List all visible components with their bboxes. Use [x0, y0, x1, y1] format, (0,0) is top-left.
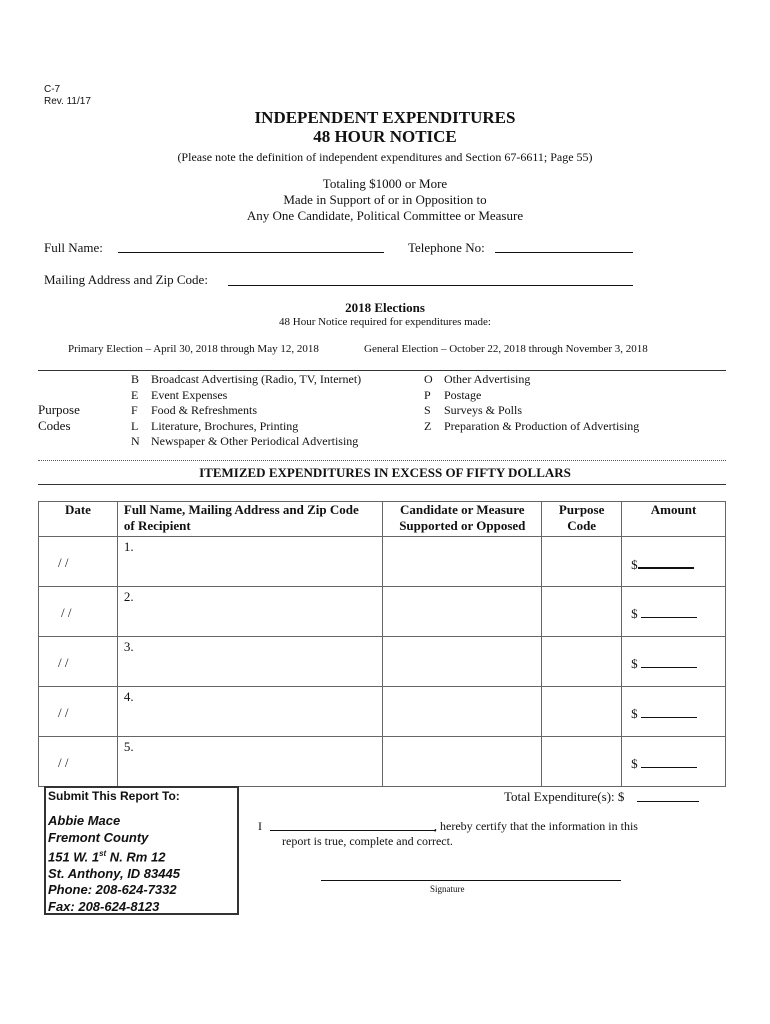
clerk-address: [48, 813, 180, 915]
table-row: [39, 687, 726, 737]
purpose-cell[interactable]: [542, 687, 622, 737]
certify-text: , hereby certify that the information in this: [434, 819, 638, 833]
date-cell[interactable]: [39, 637, 118, 687]
telephone-label: Telephone No:: [408, 240, 485, 255]
clerk-street: 151 W. 1st N. Rm 12: [48, 849, 166, 865]
date-cell[interactable]: [39, 737, 118, 787]
col-amount: Amount: [622, 502, 726, 537]
code-desc: Event Expenses: [151, 387, 228, 402]
code-letter: E: [131, 387, 139, 402]
col-purpose-line1: Purpose: [558, 502, 605, 517]
amount-blank: [641, 605, 697, 618]
certify-i: I: [258, 819, 262, 833]
itemized-expenditures-table: [38, 501, 726, 787]
purpose-cell[interactable]: [542, 637, 622, 687]
row-number: 1.: [123, 539, 134, 554]
candidate-cell[interactable]: [383, 637, 542, 687]
criteria-line-2: Made in Support of or in Opposition to: [283, 192, 487, 207]
amount-blank: [641, 755, 697, 768]
purpose-label-line1: Purpose: [38, 402, 80, 417]
certify-text-2: report is true, complete and correct.: [282, 834, 453, 848]
date-placeholder: / /: [58, 555, 69, 570]
currency-symbol: $: [631, 706, 638, 721]
amount-blank: [641, 655, 697, 668]
signature-field[interactable]: [321, 868, 621, 881]
recipient-cell[interactable]: [117, 737, 383, 787]
code-desc: Postage: [444, 387, 482, 402]
mailing-address-label: Mailing Address and Zip Code:: [44, 272, 208, 287]
col-purpose-line2: Code: [567, 518, 597, 533]
clerk-city: St. Anthony, ID 83445: [48, 865, 180, 881]
code-item: [131, 388, 361, 404]
form-identifier: [44, 84, 91, 108]
elections-heading: 2018 Elections: [345, 300, 425, 315]
currency-symbol: $: [631, 606, 638, 621]
code-desc: Other Advertising: [444, 372, 531, 386]
recipient-cell[interactable]: [117, 637, 383, 687]
recipient-cell[interactable]: [117, 687, 383, 737]
amount-cell[interactable]: [622, 637, 726, 687]
code-item: [424, 372, 639, 388]
col-date: Date: [39, 502, 118, 537]
form-title: INDEPENDENT EXPENDITURES: [254, 108, 516, 127]
row-number: 4.: [123, 689, 134, 704]
purpose-codes-right-list: [424, 372, 639, 434]
clerk-county: Fremont County: [48, 829, 149, 845]
recipient-cell[interactable]: [117, 537, 383, 587]
date-placeholder: / /: [58, 705, 69, 720]
divider-middle: [38, 460, 726, 461]
code-item: [131, 419, 361, 435]
candidate-cell[interactable]: [383, 687, 542, 737]
code-letter: Z: [424, 418, 432, 433]
criteria-line-3: Any One Candidate, Political Committee or Measure: [246, 208, 524, 223]
code-letter: F: [131, 403, 138, 417]
clerk-phone: Phone: 208-624-7332: [48, 882, 177, 898]
date-placeholder: / /: [58, 655, 69, 670]
code-item: [131, 434, 361, 450]
amount-cell[interactable]: [622, 687, 726, 737]
row-number: 3.: [123, 639, 134, 654]
col-recipient-line1: Full Name, Mailing Address and Zip Code: [123, 502, 359, 517]
total-expenditures-field[interactable]: [637, 788, 699, 802]
table-row: [39, 737, 726, 787]
currency-symbol: $: [631, 756, 638, 771]
code-item: [424, 388, 639, 404]
criteria-line-1: Totaling $1000 or More: [322, 176, 448, 191]
purpose-codes-left-list: [131, 372, 361, 450]
full-name-label: Full Name:: [44, 240, 103, 255]
recipient-cell[interactable]: [117, 587, 383, 637]
itemized-heading: ITEMIZED EXPENDITURES IN EXCESS OF FIFTY DOLLARS: [199, 465, 571, 480]
amount-blank: [641, 705, 697, 718]
date-cell[interactable]: [39, 687, 118, 737]
table-row: [39, 587, 726, 637]
amount-cell[interactable]: [622, 537, 726, 587]
submit-report-box: [44, 786, 239, 915]
code-letter: L: [131, 418, 139, 433]
amount-cell[interactable]: [622, 737, 726, 787]
date-cell[interactable]: [39, 587, 118, 637]
code-item: [424, 403, 639, 419]
amount-cell[interactable]: [622, 587, 726, 637]
candidate-cell[interactable]: [383, 537, 542, 587]
col-recipient: [117, 502, 383, 537]
code-desc: Newspaper & Other Periodical Advertising: [151, 434, 359, 448]
col-candidate: [383, 502, 542, 537]
code-letter: O: [424, 372, 433, 386]
code-desc: Preparation & Production of Advertising: [444, 418, 640, 433]
clerk-name: Abbie Mace: [48, 813, 121, 828]
purpose-label-line2: Codes: [38, 418, 71, 433]
candidate-cell[interactable]: [383, 737, 542, 787]
certifier-name-field[interactable]: [270, 818, 436, 831]
table-row: [39, 637, 726, 687]
elections-subheading: 48 Hour Notice required for expenditures made:: [279, 316, 491, 328]
code-letter: P: [424, 387, 431, 402]
candidate-cell[interactable]: [383, 587, 542, 637]
form-revision: Rev. 11/17: [44, 96, 91, 107]
date-cell[interactable]: [39, 537, 118, 587]
divider-heading: [38, 484, 726, 485]
row-number: 2.: [123, 589, 134, 604]
code-item: [131, 403, 361, 419]
code-letter: B: [131, 372, 140, 386]
col-candidate-line1: Candidate or Measure: [400, 502, 525, 517]
signature-label: Signature: [430, 884, 465, 894]
currency-symbol: $: [631, 557, 638, 572]
code-letter: S: [424, 403, 431, 417]
col-purpose: [542, 502, 622, 537]
currency-symbol: $: [631, 656, 638, 671]
code-desc: Surveys & Polls: [444, 403, 523, 417]
code-desc: Literature, Brochures, Printing: [151, 418, 299, 433]
code-item: [424, 419, 639, 435]
table-header-row: [39, 502, 726, 537]
submit-heading: Submit This Report To:: [48, 789, 180, 803]
row-number: 5.: [123, 739, 134, 754]
primary-election-dates: Primary Election – April 30, 2018 through May 12, 2018: [68, 343, 319, 355]
full-name-field[interactable]: [118, 239, 384, 253]
telephone-field[interactable]: [495, 239, 633, 253]
code-desc: Food & Refreshments: [151, 403, 257, 417]
purpose-cell[interactable]: [542, 587, 622, 637]
date-placeholder: / /: [58, 755, 69, 770]
divider-top: [38, 370, 726, 371]
code-letter: N: [131, 434, 140, 448]
clerk-fax: Fax: 208-624-8123: [48, 898, 160, 914]
date-placeholder: / /: [61, 605, 72, 620]
col-candidate-line2: Supported or Opposed: [399, 518, 526, 533]
code-item: [131, 372, 361, 388]
col-recipient-line2: of Recipient: [123, 518, 191, 533]
general-election-dates: General Election – October 22, 2018 through November 3, 2018: [364, 343, 648, 355]
total-expenditures-label: Total Expenditure(s): $: [504, 789, 625, 804]
code-desc: Broadcast Advertising (Radio, TV, Internet): [151, 372, 362, 386]
purpose-cell[interactable]: [542, 537, 622, 587]
purpose-cell[interactable]: [542, 737, 622, 787]
mailing-address-field[interactable]: [228, 272, 633, 286]
form-subtitle: 48 HOUR NOTICE: [313, 127, 457, 146]
purpose-codes-label: [38, 402, 80, 434]
definition-note: (Please note the definition of independent expenditures and Section 67-6611; Page 55): [177, 150, 593, 164]
form-code: C-7: [44, 84, 61, 95]
table-row: [39, 537, 726, 587]
amount-blank: [638, 555, 694, 569]
